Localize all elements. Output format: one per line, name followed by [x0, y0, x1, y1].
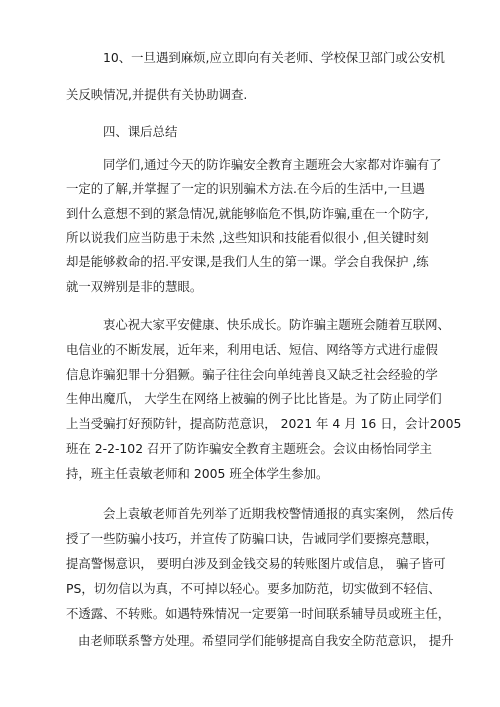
text-line: 电信业的不断发展，近年来，利用电话、短信、网络等方式进行虚假	[66, 342, 438, 357]
text-line: 上当受骗打好预防针，提高防范意识， 2021 年 4 月 16 日，会计2005	[66, 416, 462, 431]
text-line: 到什么意想不到的紧急情况,就能够临危不惧,防诈骗,重在一个防字,	[66, 206, 429, 221]
section-heading: 四、课后总结	[103, 124, 178, 139]
text-line: 同学们,通过今天的防诈骗安全教育主题班会大家都对诈骗有了	[103, 157, 442, 172]
text-line: 衷心祝大家平安健康、快乐成长。防诈骗主题班会随着互联网、	[103, 317, 450, 332]
text-line: 由老师联系警方处理。希望同学们能够提高自我安全防范意识， 提升	[78, 633, 454, 648]
text-line: 会上袁敏老师首先列举了近期我校警情通报的真实案例， 然后传	[103, 506, 454, 521]
text-line: 所以说我们应当防患于未然 ,这些知识和技能看似很小 ,但关键时刻	[66, 230, 429, 245]
text-line: 10、一旦遇到麻烦,应立即向有关老师、学校保卫部门或公安机	[103, 50, 445, 65]
text-line: 不透露、不转账。如遇特殊情况一定要第一时间联系辅导员或班主任，	[66, 606, 451, 621]
text-line: 信息诈骗犯罪十分猖獗。骗子往往会向单纯善良又缺乏社会经验的学	[66, 367, 438, 382]
text-line: 就一双辨别是非的慧眼。	[66, 279, 203, 294]
text-line: PS，切勿信以为真，不可掉以轻心。要多加防范，切实做到不轻信、	[66, 581, 441, 596]
text-line: 提高警惕意识， 要明白涉及到金钱交易的转账图片或信息， 骗子皆可	[66, 556, 446, 571]
text-line: 授了一些防骗小技巧，并宣传了防骗口诀，告诫同学们要擦亮慧眼，	[66, 531, 438, 546]
text-line: 班在 2-2-102 召开了防诈骗安全教育主题班会。会议由杨怡同学主	[66, 441, 433, 456]
text-line: 生伸出魔爪， 大学生在网络上被骗的例子比比皆是。为了防止同学们	[66, 391, 442, 406]
text-line: 持，班主任袁敏老师和 2005 班全体学生参加。	[66, 466, 329, 481]
text-line: 关反映情况,并提供有关协助调查.	[66, 87, 248, 102]
text-line: 一定的了解,并掌握了一定的识别骗术方法.在今后的生活中,一旦遇	[66, 181, 425, 196]
text-line: 却是能够救命的招.平安课,是我们人生的第一课。学会自我保护 ,练	[66, 254, 429, 269]
